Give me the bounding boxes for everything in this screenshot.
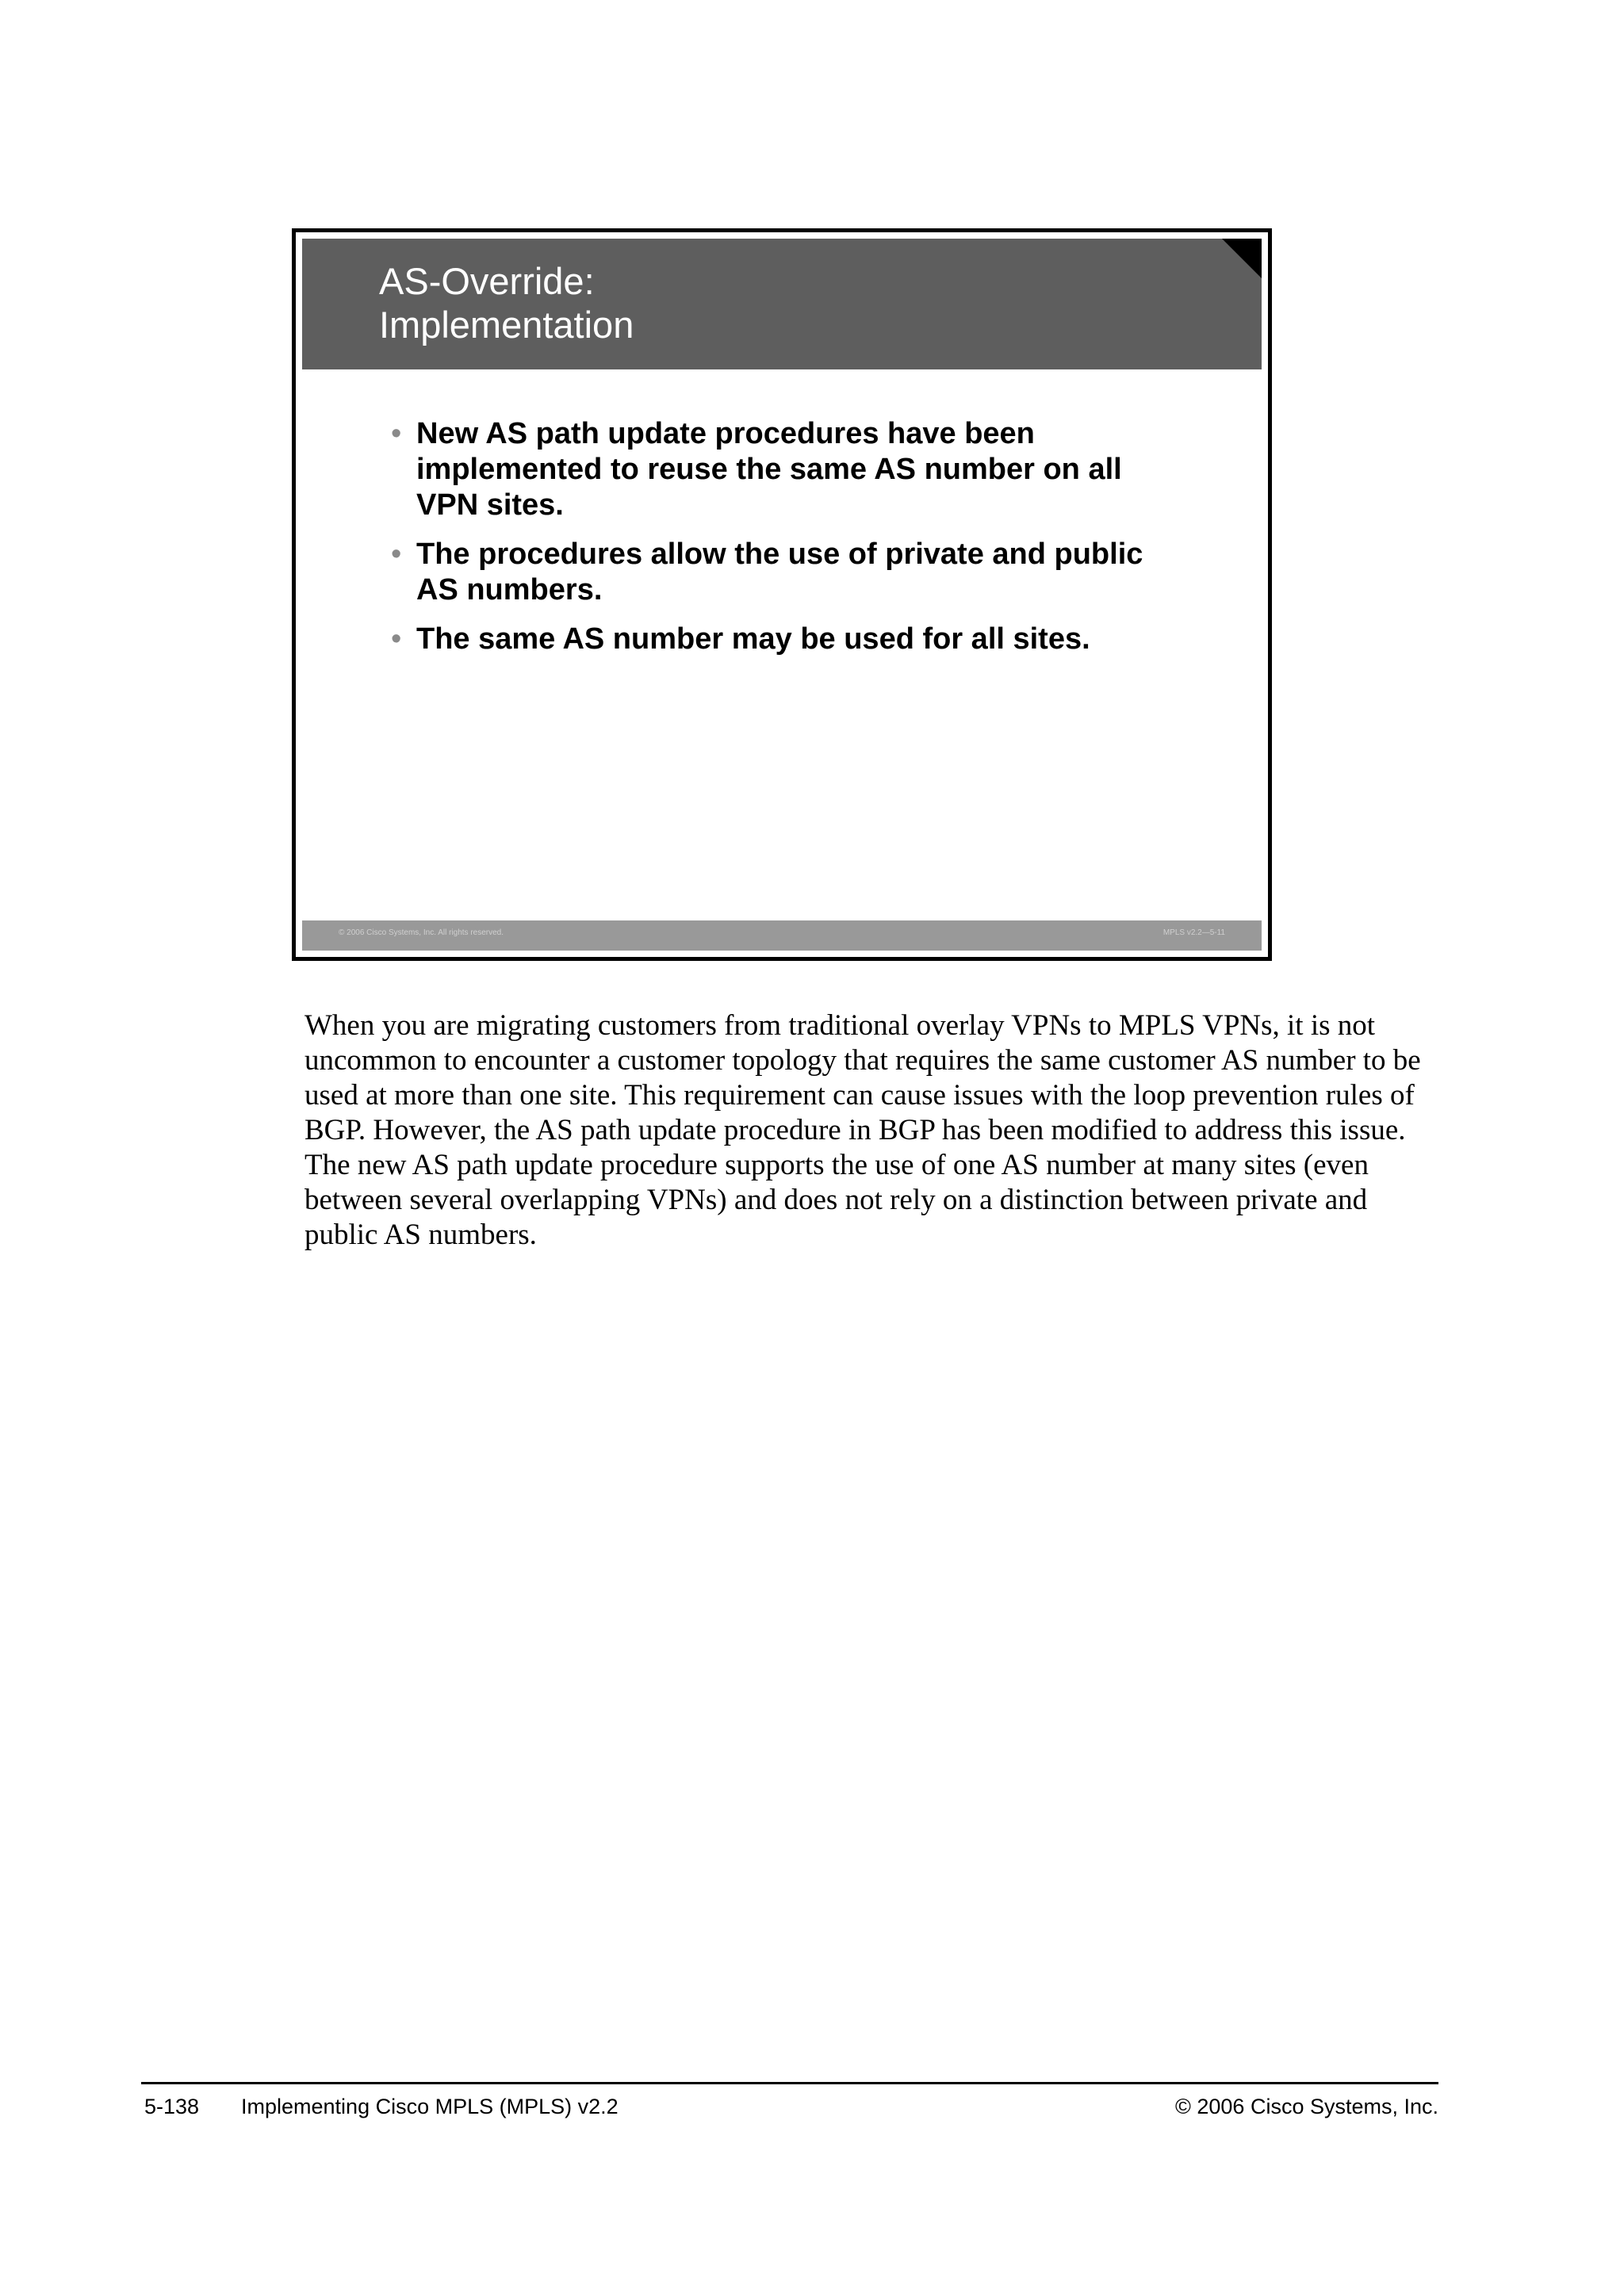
bullet-dot-icon: • (391, 417, 402, 450)
page-number: 5-138 (144, 2095, 200, 2118)
slide-bullet (391, 537, 1192, 608)
bullet-dot-icon: • (391, 622, 402, 656)
slide-number: MPLS v2.2—5-11 (1162, 928, 1225, 937)
slide-title (379, 259, 634, 346)
slide-header (302, 239, 1262, 369)
slide-bullet-text: The procedures allow the use of private and public AS numbers. (416, 538, 1143, 607)
corner-triangle-icon (1222, 239, 1262, 278)
slide-bullet (391, 622, 1192, 657)
footer-divider (141, 2082, 1438, 2084)
body-paragraph: When you are migrating customers from traditional overlay VPNs to MPLS VPNs, it is not uncommon to encounter a customer topology that requires the same customer AS number to be used at more than one site. This requirement can cause issues with the loop prevention rules of BGP. However, the AS path update procedure in BGP has been modified to address this issue. The new AS path update procedure supports the use of one AS number at many sites (even between several overlapping VPNs) and does not rely on a distinction between private and public AS numbers. (304, 1009, 1421, 1251)
slide-copyright: © 2006 Cisco Systems, Inc. All rights reserved. (339, 928, 504, 937)
page-copyright: © 2006 Cisco Systems, Inc. (1174, 2095, 1438, 2118)
slide-title-line-2: Implementation (379, 304, 634, 346)
slide-footer-bar (302, 920, 1262, 951)
slide-title-line-1: AS-Override: (379, 260, 595, 302)
slide-bullet-text: The same AS number may be used for all sites. (416, 622, 1090, 656)
bullet-dot-icon: • (391, 538, 402, 571)
slide-frame (292, 228, 1272, 961)
slide-bullet-list (391, 416, 1192, 671)
slide-bullet-text: New AS path update procedures have been implemented to reuse the same AS number on all VPN sites. (416, 417, 1122, 522)
slide-bullet (391, 416, 1192, 523)
book-title: Implementing Cisco MPLS (MPLS) v2.2 (241, 2095, 619, 2118)
